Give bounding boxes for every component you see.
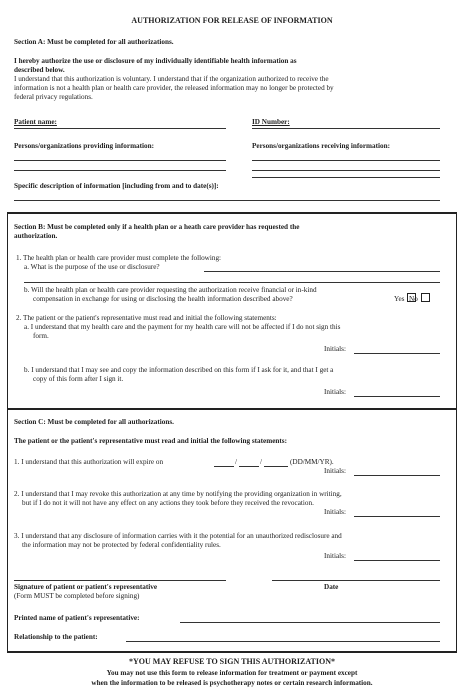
right-border <box>456 213 457 652</box>
section-c-item1: 1. I understand that this authorization will expire on <box>14 458 164 466</box>
section-b-item2a-line2: form. <box>33 332 49 340</box>
providing-info-label: Persons/organizations providing information: <box>14 142 155 150</box>
section-b-item2b-line1: b. I understand that I may see and copy the information described on this form if I ask for it, and that I get a <box>24 366 334 374</box>
yes-label: Yes <box>394 295 405 303</box>
section-c-item2-line1: 2. I understand that I may revoke this authorization at any time by notifying the providing organization in writing, <box>14 490 342 498</box>
purpose-field[interactable] <box>204 271 440 272</box>
printed-name-label: Printed name of patient's representative: <box>14 614 140 622</box>
receiving-info-label: Persons/organizations receiving information: <box>252 142 391 150</box>
item2a-initials-field[interactable] <box>354 353 440 354</box>
receiving-info-field-1[interactable] <box>252 160 440 161</box>
section-b-top-rule <box>7 212 457 214</box>
voluntary-statement-line3: federal privacy regulations. <box>14 93 93 101</box>
section-b-item2b-line2: copy of this form after I sign it. <box>33 375 124 383</box>
relationship-label: Relationship to the patient: <box>14 633 98 641</box>
printed-name-field[interactable] <box>180 622 440 623</box>
signature-label: Signature of patient or patient's representative <box>14 583 158 591</box>
expire-month-field[interactable] <box>239 466 259 467</box>
section-c-item3-line1: 3. I understand that any disclosure of information carries with it the potential for an unauthorized redisclosure and <box>14 532 342 540</box>
authorize-statement-line1: I hereby authorize the use or disclosure of my individually identifiable health information as <box>14 57 297 65</box>
item3-initials-field[interactable] <box>354 560 440 561</box>
patient-name-field[interactable] <box>14 128 226 129</box>
signature-field[interactable] <box>14 580 226 581</box>
form-title: AUTHORIZATION FOR RELEASE OF INFORMATION <box>131 16 333 25</box>
relationship-field[interactable] <box>126 641 440 642</box>
providing-info-field-2[interactable] <box>14 170 226 171</box>
section-b-header-line1: Section B: Must be completed only if a health plan or a heath care provider has requested the <box>14 223 300 231</box>
section-b-item1b-line2: compensation in exchange for using or disclosing the health information described above? <box>33 295 293 303</box>
no-checkbox[interactable] <box>421 293 430 302</box>
expire-year-field[interactable] <box>264 466 288 467</box>
date-format-hint: (DD/MM/YR). <box>290 458 334 466</box>
receiving-info-field-2[interactable] <box>252 170 440 171</box>
section-c-top-rule <box>7 408 457 410</box>
voluntary-statement-line1: I understand that this authorization is voluntary. I understand that if the organization authorized to receive the <box>14 75 329 83</box>
section-b-item1a: a. What is the purpose of the use or disclosure? <box>24 263 160 271</box>
item1-initials-label: Initials: <box>324 467 346 475</box>
item2b-initials-field[interactable] <box>354 396 440 397</box>
left-border <box>7 213 8 652</box>
item2-initials-label: Initials: <box>324 508 346 516</box>
section-c-header: Section C: Must be completed for all authorizations. <box>14 418 174 426</box>
item2a-initials-label: Initials: <box>324 345 346 353</box>
item1-initials-field[interactable] <box>354 475 440 476</box>
section-b-item1b-line1: b. Will the health plan or health care provider requesting the authorization receive financial or in-kind <box>24 286 317 294</box>
item2-initials-field[interactable] <box>354 516 440 517</box>
patient-name-label: Patient name: <box>14 118 57 126</box>
date-field[interactable] <box>272 580 440 581</box>
id-number-label: ID Number: <box>252 118 290 126</box>
footer-line2: You may not use this form to release information for treatment or payment except <box>106 669 358 677</box>
expire-day-field[interactable] <box>214 466 234 467</box>
section-b-item1: 1. The health plan or health care provider must complete the following: <box>16 254 222 262</box>
providing-info-field-1[interactable] <box>14 160 226 161</box>
refuse-notice: *YOU MAY REFUSE TO SIGN THIS AUTHORIZATION* <box>129 657 335 666</box>
date-separator-1: / <box>235 458 237 466</box>
signature-note: (Form MUST be completed before signing) <box>14 592 140 600</box>
section-a-header: Section A: Must be completed for all authorizations. <box>14 38 174 46</box>
date-separator-2: / <box>260 458 262 466</box>
section-b-item2a-line1: a. I understand that my health care and the payment for my health care will not be affected if I do not sign this <box>24 323 341 331</box>
item2b-initials-label: Initials: <box>324 388 346 396</box>
purpose-field-2[interactable] <box>24 282 440 283</box>
section-b-header-line2: authorization. <box>14 232 58 240</box>
section-c-instruction: The patient or the patient's representative must read and initial the following statements: <box>14 437 287 445</box>
footer-top-rule <box>7 651 457 653</box>
authorize-statement-line2: described below. <box>14 66 65 74</box>
footer-line3: when the information to be released is psychotherapy notes or certain research information. <box>91 679 373 687</box>
no-label: No <box>409 295 418 303</box>
specific-description-label: Specific description of information [including from and to date(s)]: <box>14 182 219 190</box>
id-number-field[interactable] <box>252 128 440 129</box>
section-c-item3-line2: the information may not be protected by federal confidentiality rules. <box>22 541 221 549</box>
date-label: Date <box>324 583 339 591</box>
item3-initials-label: Initials: <box>324 552 346 560</box>
section-b-item2: 2. The patient or the patient's representative must read and initial the following statements: <box>16 314 277 322</box>
receiving-info-field-3[interactable] <box>252 177 440 178</box>
specific-description-field[interactable] <box>14 200 440 201</box>
voluntary-statement-line2: information is not a health plan or health care provider, the released information may no longer be protected by <box>14 84 334 92</box>
section-c-item2-line2: but if I do not it will not have any effect on any actions they took before they received the revocation. <box>22 499 314 507</box>
